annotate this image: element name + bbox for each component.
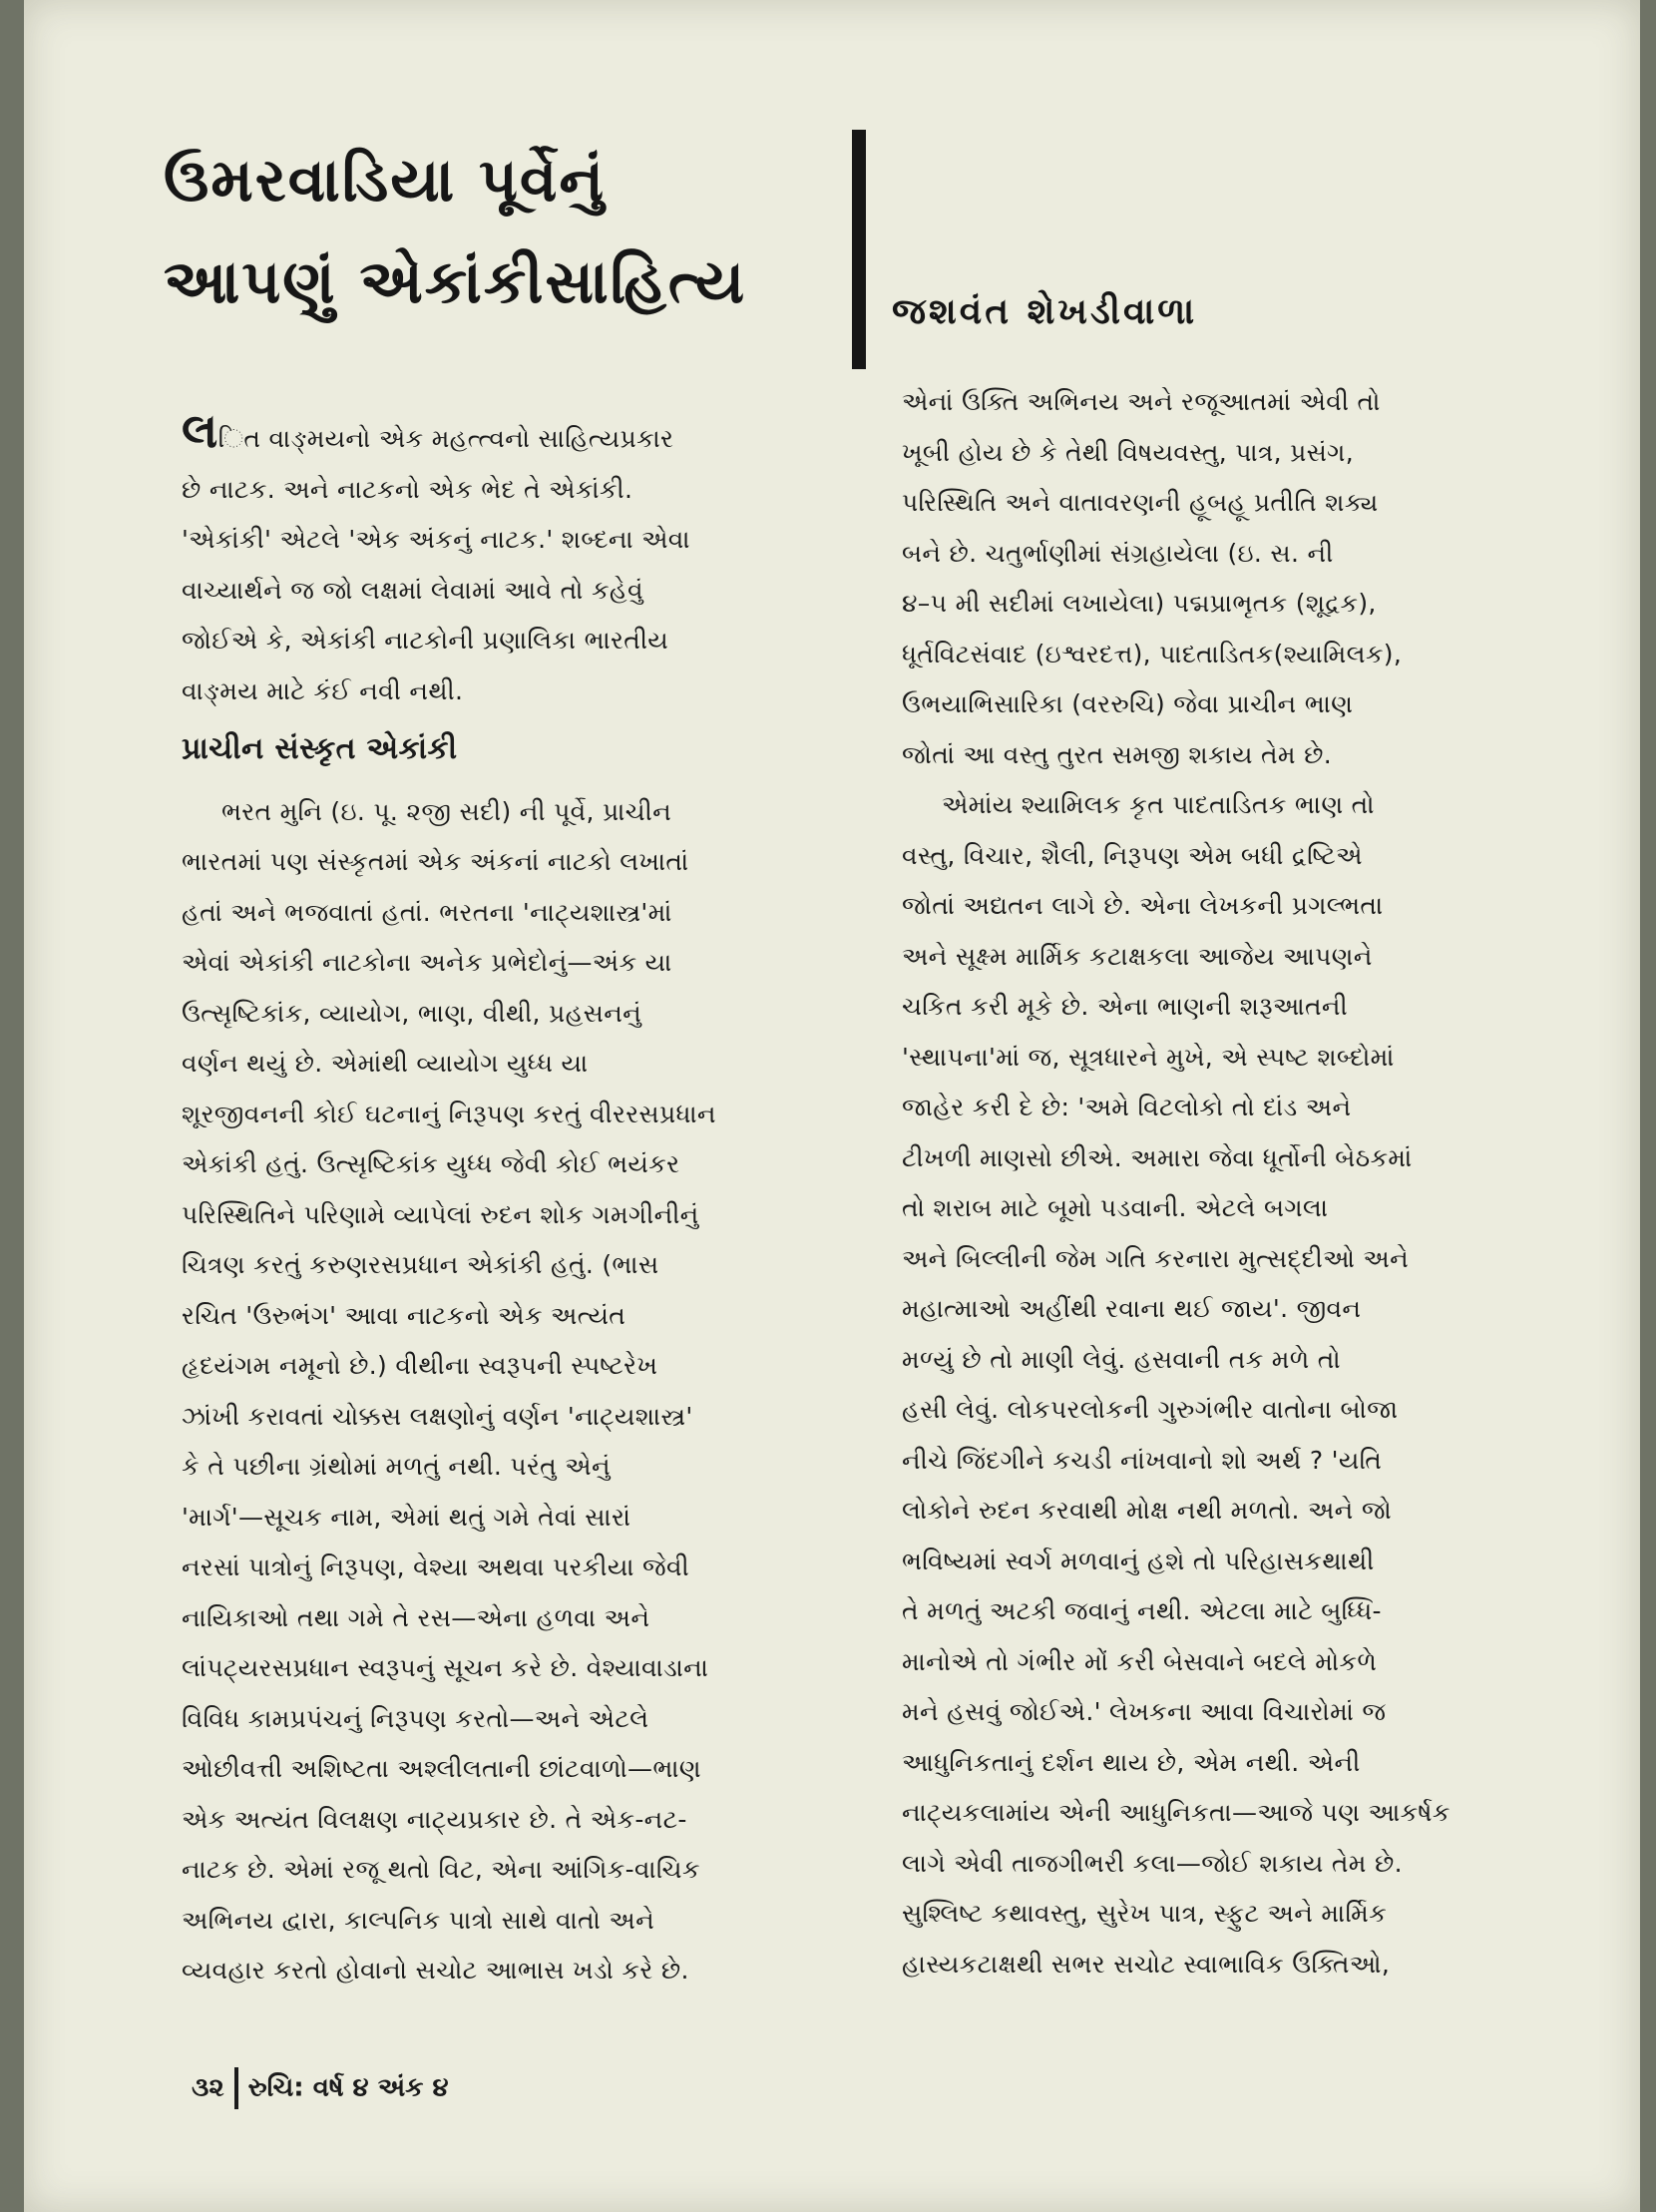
page-footer bbox=[192, 2067, 449, 2109]
title-line-1: ઉમરવાડિયા પૂર્વેનું bbox=[164, 146, 607, 216]
text-line: છે નાટક. અને નાટકનો એક ભેદ તે એકાંકી. bbox=[182, 474, 633, 504]
text-line: ઝાંખી કરાવતાં ચોક્કસ લક્ષણોનું વર્ણન 'નાટ્યશાસ્ત્ર' bbox=[182, 1401, 693, 1431]
text-line: મળ્યું છે તો માણી લેવું. હસવાની તક મળે તો bbox=[902, 1344, 1341, 1374]
text-line: એક અત્યંત વિલક્ષણ નાટ્યપ્રકાર છે. તે એક-નટ- bbox=[182, 1804, 687, 1834]
text-line: હૃદયંગમ નમૂનો છે.) વીથીના સ્વરૂપની સ્પષ્ટરેખ bbox=[182, 1351, 658, 1380]
left-column bbox=[182, 411, 852, 1996]
text-line: કે તે પછીના ગ્રંથોમાં મળતું નથી. પરંતુ એનું bbox=[182, 1452, 611, 1481]
text-line: હાસ્યકટાક્ષથી સભર સચોટ સ્વાભાવિક ઉક્તિઓ, bbox=[902, 1949, 1391, 1979]
magazine-issue: રુચિ: વર્ષ ૪ અંક ૪ bbox=[247, 2072, 449, 2103]
text-line: ચિત્રણ કરતું કરુણરસપ્રધાન એકાંકી હતું. (ભાસ bbox=[182, 1250, 659, 1279]
text-line: જાહેર કરી દે છે: 'અમે વિટલોકો તો દાંડ અને bbox=[902, 1093, 1352, 1121]
text-line: નાટ્યકલામાંય એની આધુનિકતા—આજે પણ આકર્ષક bbox=[902, 1798, 1450, 1827]
text-line: એવાં એકાંકી નાટકોના અનેક પ્રભેદોનું—અંક યા bbox=[182, 948, 672, 977]
text-line: એકાંકી હતું. ઉત્સૃષ્ટિકાંક યુધ્ધ જેવી કોઈ ભયંકર bbox=[182, 1149, 680, 1178]
footer-divider bbox=[234, 2067, 238, 2109]
text-line: તો શરાબ માટે બૂમો પડવાની. એટલે બગલા bbox=[902, 1193, 1329, 1222]
text-line: લાંપટ્યરસપ્રધાન સ્વરૂપનું સૂચન કરે છે. વેશ્યાવાડાના bbox=[182, 1653, 709, 1682]
title-line-2: આપણું એકાંકીસાહિત્ય bbox=[164, 247, 747, 317]
text-line: લોકોને રુદન કરવાથી મોક્ષ નથી મળતો. અને જો bbox=[902, 1496, 1393, 1525]
text-line: અને સૂક્ષ્મ માર્મિક કટાક્ષકલા આજેય આપણને bbox=[902, 941, 1373, 971]
author-name: જશવંત શેખડીવાળા bbox=[892, 291, 1198, 332]
text-line: વાચ્યાર્થને જ જો લક્ષમાં લેવામાં આવે તો કહેવું bbox=[182, 575, 643, 605]
text-line bbox=[182, 411, 852, 465]
text-line: માનોએ તો ગંભીર મોં કરી બેસવાને બદલે મોકળે bbox=[902, 1646, 1378, 1676]
text-line: ખૂબી હોય છે કે તેથી વિષયવસ્તુ, પાત્ર, પ્રસંગ, bbox=[902, 437, 1354, 467]
text-line: એનાં ઉક્તિ અભિનય અને રજૂઆતમાં એવી તો bbox=[902, 387, 1381, 416]
text-line: અભિનય દ્વારા, કાલ્પનિક પાત્રો સાથે વાતો અને bbox=[182, 1905, 655, 1935]
intro-paragraph bbox=[182, 411, 852, 716]
text-line: મહાત્માઓ અહીંથી રવાના થઈ જાય'. જીવન bbox=[902, 1294, 1362, 1323]
text-line: ૪–૫ મી સદીમાં લખાયેલા) પદ્મપ્રાભૃતક (શૂદ્રક), bbox=[902, 589, 1377, 618]
text-line: ઉત્સૃષ્ટિકાંક, વ્યાયોગ, ભાણ, વીથી, પ્રહસનનું bbox=[182, 998, 642, 1028]
body-paragraph bbox=[902, 377, 1568, 780]
right-column bbox=[902, 377, 1568, 1990]
text-line: જોતાં અદ્યતન લાગે છે. એના લેખકની પ્રગલ્ભતા bbox=[902, 891, 1384, 920]
text-line: 'માર્ગ'—સૂચક નામ, એમાં થતું ગમે તેવાં સારાં bbox=[182, 1502, 631, 1532]
text-line: વર્ણન થયું છે. એમાંથી વ્યાયોગ યુધ્ધ યા bbox=[182, 1049, 589, 1078]
text-line: ભારતમાં પણ સંસ્કૃતમાં એક અંકનાં નાટકો લખાતાં bbox=[182, 847, 689, 876]
text-line: નાટક છે. એમાં રજૂ થતો વિટ, એના આંગિક-વાચિક bbox=[182, 1855, 700, 1884]
text-line: હસી લેવું. લોકપરલોકની ગુરુગંભીર વાતોના બોજા bbox=[902, 1395, 1399, 1424]
text-line: અને બિલ્લીની જેમ ગતિ કરનારા મુત્સદ્દીઓ અને bbox=[902, 1243, 1410, 1273]
text-line: ભવિષ્યમાં સ્વર્ગ મળવાનું હશે તો પરિહાસકથાથી bbox=[902, 1546, 1375, 1575]
text-line: પરિસ્થિતિ અને વાતાવરણની હૂબહૂ પ્રતીતિ શક્ય bbox=[902, 488, 1379, 517]
text-line: ટીખળી માણસો છીએ. અમારા જેવા ધૂર્તોની બેઠકમાં bbox=[902, 1142, 1413, 1172]
text-line: ભરત મુનિ (ઇ. પૂ. ૨જી સદી) ની પૂર્વે, પ્રાચીન bbox=[221, 796, 672, 826]
text-line: આધુનિકતાનું દર્શન થાય છે, એમ નથી. એની bbox=[902, 1747, 1361, 1777]
magazine-page bbox=[24, 0, 1640, 2212]
text-line: જોઈએ કે, એકાંકી નાટકોની પ્રણાલિકા ભારતીય bbox=[182, 626, 669, 655]
text-line: પરિસ્થિતિને પરિણામે વ્યાપેલાં રુદન શોક ગમગીનીનું bbox=[182, 1199, 699, 1229]
page-number: ૩૨ bbox=[192, 2072, 224, 2103]
text-line: વસ્તુ, વિચાર, શૈલી, નિરૂપણ એમ બધી દ્રષ્ટિએ bbox=[902, 840, 1363, 870]
text-line: ઉભયાભિસારિકા (વરરુચિ) જેવા પ્રાચીન ભાણ bbox=[902, 689, 1354, 718]
text-line: ધૂર્તવિટસંવાદ (ઇશ્વરદત્ત), પાદતાડિતક(શ્યામિલક), bbox=[902, 639, 1403, 668]
title-divider-bar bbox=[852, 130, 866, 369]
text-line: નીચે જિંદગીને કચડી નાંખવાનો શો અર્થ ? 'યતિ bbox=[902, 1445, 1383, 1475]
article-title bbox=[164, 130, 802, 333]
text-line: બને છે. ચતુર્ભાણીમાં સંગ્રહાયેલા (ઇ. સ. ની bbox=[902, 538, 1334, 568]
text-line: મને હસવું જોઈએ.' લેખકના આવા વિચારોમાં જ bbox=[902, 1697, 1387, 1726]
text-line: રચિત 'ઉરુભંગ' આવા નાટકનો એક અત્યંત bbox=[182, 1300, 626, 1330]
text-line: ઓછીવત્તી અશિષ્ટતા અશ્લીલતાની છાંટવાળો—ભાણ bbox=[182, 1754, 701, 1783]
text-line: વિવિધ કામપ્રપંચનું નિરૂપણ કરતો—અને એટલે bbox=[182, 1703, 649, 1733]
text-line: એમાંય શ્યામિલક કૃત પાદતાડિતક ભાણ તો bbox=[942, 790, 1375, 819]
text-line: જોતાં આ વસ્તુ તુરત સમજી શકાય તેમ છે. bbox=[902, 739, 1333, 769]
text-line: નાયિકાઓ તથા ગમે તે રસ—એના હળવા અને bbox=[182, 1602, 650, 1632]
text-line: નરસાં પાત્રોનું નિરૂપણ, વેશ્યા અથવા પરકીયા જેવી bbox=[182, 1552, 689, 1581]
text-line: સુશ્લિષ્ટ કથાવસ્તુ, સુરેખ પાત્ર, સ્ફુટ અને માર્મિક bbox=[902, 1899, 1388, 1928]
text-line: ચકિત કરી મૂકે છે. એના ભાણની શરૂઆતની bbox=[902, 992, 1348, 1021]
text-line: 'સ્થાપના'માં જ, સૂત્રધારને મુખે, એ સ્પષ્ટ શબ્દોમાં bbox=[902, 1042, 1395, 1072]
text-line: તે મળતું અટકી જવાનું નથી. એટલા માટે બુધ્ધિ- bbox=[902, 1596, 1382, 1625]
text-line: લાગે એવી તાજગીભરી કલા—જોઈ શકાય તેમ છે. bbox=[902, 1848, 1403, 1878]
text-line: 'એકાંકી' એટલે 'એક અંકનું નાટક.' શબ્દના એવા bbox=[182, 525, 690, 554]
text-line: વ્યવહાર કરતો હોવાનો સચોટ આભાસ ખડો કરે છે. bbox=[182, 1956, 689, 1985]
body-paragraph bbox=[182, 787, 852, 1996]
drop-cap: લ bbox=[182, 411, 218, 459]
section-subheading: પ્રાચીન સંસ્કૃત એકાંકી bbox=[182, 731, 458, 766]
text-line: હતાં અને ભજવાતાં હતાં. ભરતના 'નાટ્યશાસ્ત્ર'માં bbox=[182, 897, 672, 927]
text-line: વાઙ્મય માટે કંઈ નવી નથી. bbox=[182, 675, 464, 705]
body-paragraph bbox=[902, 780, 1568, 1990]
text-line-rest: િત વાઙ્મયનો એક મહત્ત્વનો સાહિત્યપ્રકાર bbox=[217, 424, 674, 453]
text-line: શૂરજીવનની કોઈ ઘટનાનું નિરૂપણ કરતું વીરરસપ્રધાન bbox=[182, 1099, 716, 1128]
